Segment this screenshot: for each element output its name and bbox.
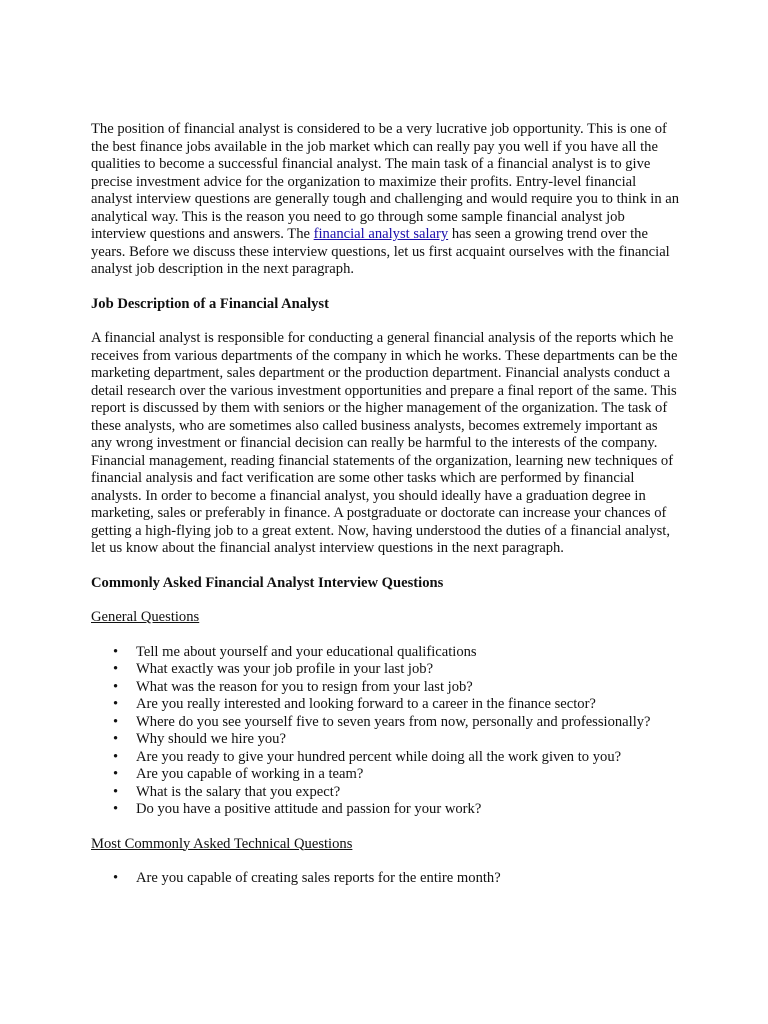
- list-item: [91, 644, 681, 662]
- intro-text-before-link: The position of financial analyst is considered to be a very lucrative job opportunity. This is one of the best finance jobs available in the job market which can really pay you well if you have all the qualities to become a successful financial analyst. The main task of a financial analyst is to give precise investment advice for the organization to maximize their profits. Entry-level financial analyst interview questions are generally tough and challenging and would require you to think in an analytical way. This is the reason you need to go through some sample financial analyst job interview questions and answers. The: [91, 121, 680, 242]
- list-item: [91, 766, 681, 784]
- bullet-icon: •: [113, 661, 119, 677]
- list-item: [91, 870, 681, 888]
- list-item: [91, 661, 681, 679]
- list-item: [91, 784, 681, 802]
- bullet-icon: •: [113, 801, 119, 817]
- intro-paragraph: [91, 121, 681, 279]
- bullet-icon: •: [113, 696, 119, 712]
- bullet-icon: •: [113, 766, 119, 782]
- intro-text-after-link: has seen a growing trend over the years. Before we discuss these interview questions, let us first acquaint ourselves with the financial analyst job description in the next paragraph.: [91, 226, 670, 277]
- interview-questions-heading: Commonly Asked Financial Analyst Interview Questions: [91, 574, 444, 591]
- job-description-paragraph: A financial analyst is responsible for conducting a general financial analysis of the reports which he receives from various departments of the company in which he works. These departments can be the marketing department, sales department or the production department. Financial analysts conduct a detail research over the various investment opportunities and prepare a final report of the same. This report is discussed by them with seniors or the higher management of the organization. The task of these analysts, who are sometimes also called business analysts, becomes extremely important as any wrong investment or financial decision can really be harmful to the interests of the company. Financial management, reading financial statements of the organization, learning new techniques of financial analysis and fact verification are some other tasks which are performed by financial analysts. In order to become a financial analyst, you should ideally have a graduation degree in marketing, sales or preferably in finance. A postgraduate or doctorate can increase your chances of getting a high-flying job to a great extent. Now, having understood the duties of a financial analyst, let us know about the financial analyst interview questions in the next paragraph.: [91, 330, 678, 556]
- bullet-icon: •: [113, 731, 119, 747]
- list-item: [91, 679, 681, 697]
- question-text: Are you capable of creating sales reports for the entire month?: [136, 870, 501, 886]
- list-item: [91, 801, 681, 819]
- financial-analyst-salary-link[interactable]: financial analyst salary: [313, 226, 449, 242]
- bullet-icon: •: [113, 783, 119, 800]
- list-item: [91, 696, 681, 714]
- list-item: [91, 749, 681, 767]
- list-item: [91, 714, 681, 732]
- document-page: [91, 121, 681, 905]
- bullet-icon: •: [113, 870, 119, 886]
- question-text: What was the reason for you to resign from your last job?: [136, 678, 473, 695]
- general-questions-list: [91, 644, 681, 819]
- bullet-icon: •: [113, 748, 119, 765]
- question-text: Tell me about yourself and your educational qualifications: [136, 643, 477, 660]
- question-text: Are you capable of working in a team?: [136, 766, 364, 782]
- question-text: Are you ready to give your hundred percent while doing all the work given to you?: [136, 748, 622, 765]
- question-text: What is the salary that you expect?: [136, 783, 341, 800]
- question-text: Do you have a positive attitude and passion for your work?: [136, 801, 482, 817]
- bullet-icon: •: [113, 643, 119, 660]
- question-text: Where do you see yourself five to seven years from now, personally and professionally?: [136, 713, 651, 730]
- technical-questions-list: [91, 870, 681, 888]
- bullet-icon: •: [113, 713, 119, 730]
- list-item: [91, 731, 681, 749]
- question-text: Why should we hire you?: [136, 731, 286, 747]
- bullet-icon: •: [113, 678, 119, 695]
- question-text: Are you really interested and looking forward to a career in the finance sector?: [136, 696, 596, 712]
- question-text: What exactly was your job profile in your last job?: [136, 661, 434, 677]
- job-description-heading: Job Description of a Financial Analyst: [91, 295, 329, 312]
- general-questions-subheading: General Questions: [91, 609, 200, 625]
- technical-questions-subheading: Most Commonly Asked Technical Questions: [91, 835, 353, 852]
